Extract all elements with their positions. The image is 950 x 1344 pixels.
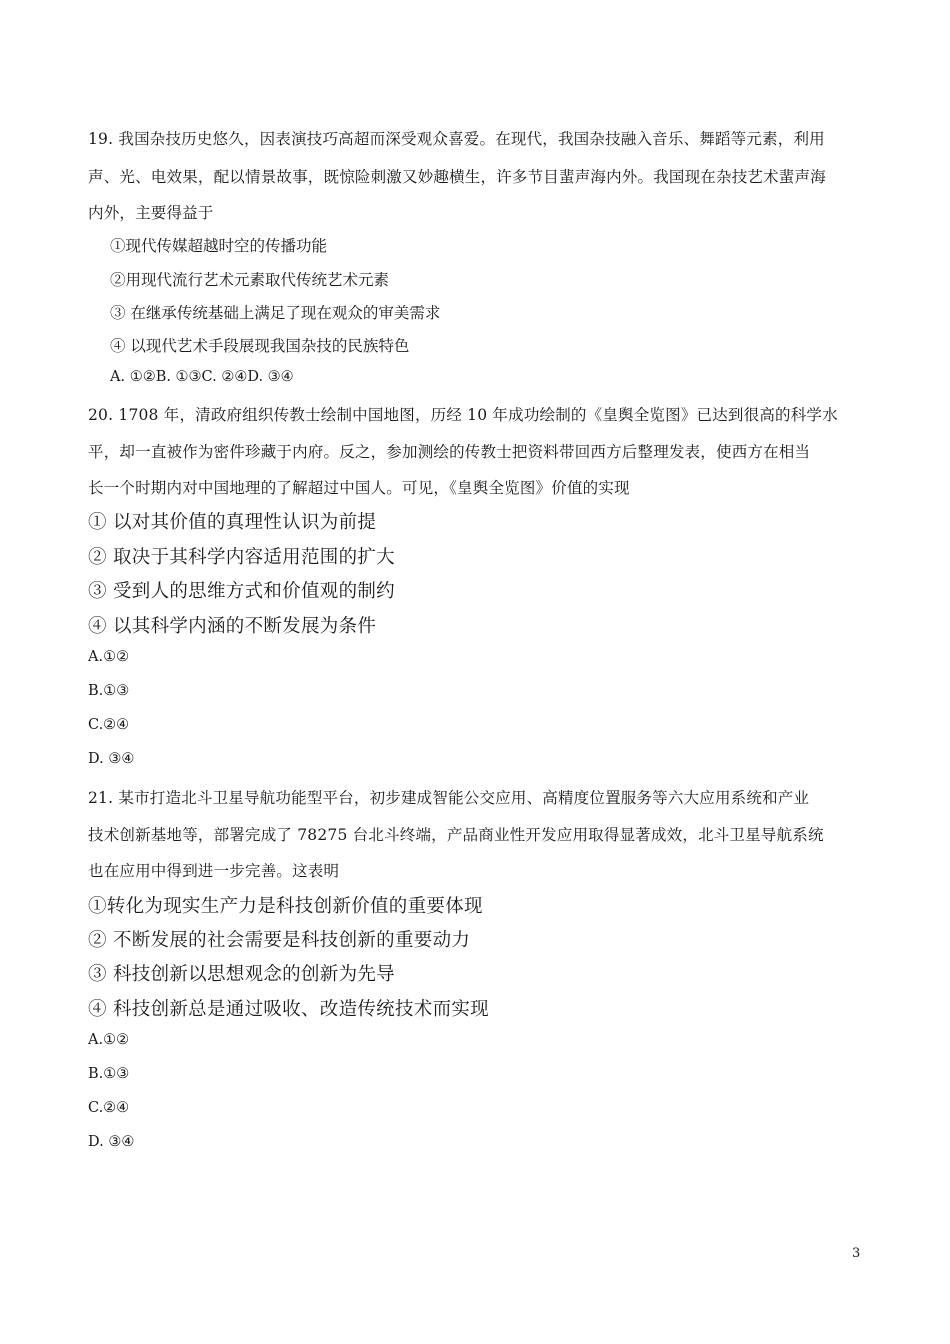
question-21-choice-c: C.②④ [88,1100,130,1116]
question-19-option-4: ④ 以现代艺术手段展现我国杂技的民族特色 [110,337,410,355]
question-21-stem-line-3: 也在应用中得到进一步完善。这表明 [88,862,340,880]
question-20-choice-d: D. ③④ [88,751,135,767]
question-21-option-3: ③ 科技创新以思想观念的创新为先导 [88,964,395,985]
question-19-answer-choices: A. ①②B. ①③C. ②④D. ③④ [110,369,294,385]
question-20-stem-line-1: 20. 1708 年，清政府组织传教士绘制中国地图，历经 10 年成功绘制的《皇舆全览图》已达到很高的科学水 [88,406,838,424]
question-21-choice-b: B.①③ [88,1066,130,1082]
question-20-stem-line-2: 平，却一直被作为密件珍藏于内府。反之，参加测绘的传教士把资料带回西方后整理发表，使西方在相当 [88,443,811,461]
question-21-stem-line-2: 技术创新基地等，部署完成了 78275 台北斗终端，产品商业性开发应用取得显著成效，北斗卫星导航系统 [88,826,824,844]
question-20-choice-c: C.②④ [88,717,130,733]
question-21-option-4: ④ 科技创新总是通过吸收、改造传统技术而实现 [88,999,489,1020]
question-21-choice-d: D. ③④ [88,1134,135,1150]
page-number: 3 [852,1246,861,1261]
question-20-stem-line-3: 长一个时期内对中国地理的了解超过中国人。可见，《皇舆全览图》价值的实现 [88,479,630,497]
question-20-choice-b: B.①③ [88,683,130,699]
question-19-option-2: ②用现代流行艺术元素取代传统艺术元素 [110,271,390,289]
question-21-option-1: ①转化为现实生产力是科技创新价值的重要体现 [88,896,483,917]
question-20-option-4: ④ 以其科学内涵的不断发展为条件 [88,616,377,637]
question-21-choice-a: A.①② [88,1032,130,1048]
question-20-option-1: ① 以对其价值的真理性认识为前提 [88,512,377,533]
question-19-stem-line-3: 内外，主要得益于 [88,204,214,222]
question-20-option-2: ② 取决于其科学内容适用范围的扩大 [88,547,395,568]
question-19-option-3: ③ 在继承传统基础上满足了现在观众的审美需求 [110,304,441,322]
question-20-choice-a: A.①② [88,649,130,665]
question-19-stem-line-2: 声、光、电效果，配以情景故事，既惊险刺激又妙趣横生，许多节目蜚声海内外。我国现在杂技艺术蜚声海 [88,168,826,186]
question-21-option-2: ② 不断发展的社会需要是科技创新的重要动力 [88,930,471,951]
question-19-stem-line-1: 19. 我国杂技历史悠久，因表演技巧高超而深受观众喜爱。在现代，我国杂技融入音乐、舞蹈等元素，利用 [88,130,825,148]
question-21-stem-line-1: 21. 某市打造北斗卫星导航功能型平台，初步建成智能公交应用、高精度位置服务等六大应用系统和产业 [88,789,810,807]
question-19-option-1: ①现代传媒超越时空的传播功能 [110,237,328,255]
question-20-option-3: ③ 受到人的思维方式和价值观的制约 [88,581,395,602]
